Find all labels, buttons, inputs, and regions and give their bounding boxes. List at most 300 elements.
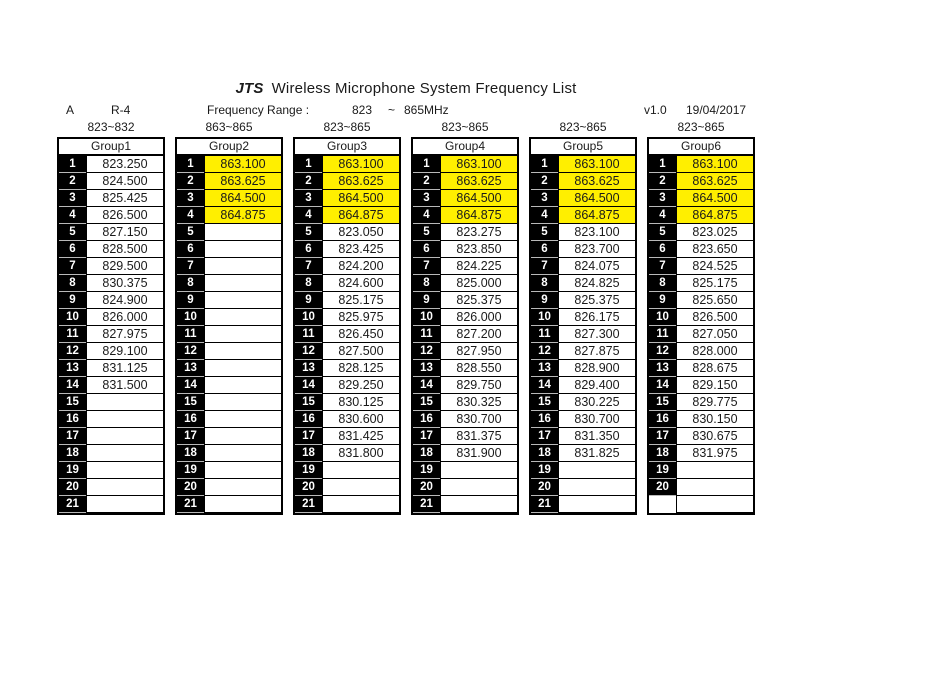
row-frequency-cell: 826.000 [440,309,517,326]
row-frequency-cell: 864.500 [322,190,399,207]
row-number-cell: 10 [649,309,676,326]
date-label: 19/04/2017 [686,103,747,117]
table-row [413,428,517,445]
group-range-label: 823~832 [87,120,135,134]
table-row [295,445,399,462]
table-row [177,411,281,428]
table-row [59,343,163,360]
table-row [59,411,163,428]
table-row [649,258,753,275]
row-number-cell: 2 [59,173,86,190]
table-row [59,326,163,343]
row-number-cell: 6 [649,241,676,258]
table-row [295,394,399,411]
row-frequency-cell: 827.050 [676,326,753,343]
row-number-cell: 21 [295,496,322,513]
table-row [59,173,163,190]
table-row [59,445,163,462]
row-number-cell: 13 [295,360,322,377]
row-number-cell: 17 [649,428,676,445]
row-frequency-cell [204,258,281,275]
table-row [649,241,753,258]
row-number-cell: 12 [295,343,322,360]
row-number-cell: 14 [295,377,322,394]
table-row [59,360,163,377]
table-row [531,207,635,224]
table-row [531,224,635,241]
table-row [177,258,281,275]
row-number-cell: 1 [531,156,558,173]
row-number-cell: 15 [649,394,676,411]
group-range-label: 823~865 [559,120,607,134]
table-row [177,462,281,479]
table-row [649,207,753,224]
row-frequency-cell: 823.425 [322,241,399,258]
table-row [413,224,517,241]
table-row [531,360,635,377]
row-number-cell: 15 [177,394,204,411]
table-row [59,462,163,479]
table-row [531,411,635,428]
row-frequency-cell: 864.875 [440,207,517,224]
row-number-cell: 4 [531,207,558,224]
row-frequency-cell [86,445,163,462]
row-number-cell: 4 [649,207,676,224]
table-row [413,496,517,513]
row-number-cell: 17 [177,428,204,445]
row-frequency-cell: 828.500 [86,241,163,258]
row-number-cell: 8 [531,275,558,292]
table-row [59,428,163,445]
row-frequency-cell: 826.450 [322,326,399,343]
row-frequency-cell: 825.375 [440,292,517,309]
row-number-cell: 18 [649,445,676,462]
row-frequency-cell: 825.975 [322,309,399,326]
row-frequency-cell: 825.175 [322,292,399,309]
table-row [413,479,517,496]
table-row [413,343,517,360]
row-number-cell: 14 [177,377,204,394]
row-number-cell: 12 [649,343,676,360]
row-frequency-cell: 824.200 [322,258,399,275]
group-column-4 [411,120,519,515]
table-row [531,445,635,462]
row-frequency-cell [676,479,753,496]
row-frequency-cell: 825.000 [440,275,517,292]
row-number-cell: 11 [531,326,558,343]
row-number-cell: 10 [295,309,322,326]
group-table [529,137,637,515]
row-frequency-cell: 825.175 [676,275,753,292]
table-row [649,377,753,394]
table-row [177,224,281,241]
row-frequency-cell: 863.100 [676,156,753,173]
row-number-cell: 17 [413,428,440,445]
table-row [649,224,753,241]
row-number-cell: 8 [649,275,676,292]
row-number-cell: 7 [177,258,204,275]
row-number-cell: 17 [59,428,86,445]
row-number-cell: 15 [295,394,322,411]
row-number-cell: 7 [295,258,322,275]
table-row [295,326,399,343]
table-row [59,309,163,326]
row-number-cell: 19 [531,462,558,479]
row-number-cell: 15 [59,394,86,411]
row-frequency-cell: 831.800 [322,445,399,462]
row-frequency-cell: 863.100 [440,156,517,173]
row-number-cell: 8 [59,275,86,292]
table-row [177,326,281,343]
row-frequency-cell: 827.200 [440,326,517,343]
row-frequency-cell [204,241,281,258]
row-frequency-cell: 864.500 [204,190,281,207]
version-label: v1.0 [644,103,667,117]
table-row [531,275,635,292]
row-number-cell: 16 [649,411,676,428]
tilde-separator: ~ [388,103,396,117]
row-number-cell: 4 [177,207,204,224]
row-number-cell: 20 [177,479,204,496]
row-frequency-cell: 829.500 [86,258,163,275]
row-frequency-cell: 827.300 [558,326,635,343]
table-row [413,445,517,462]
table-row [59,156,163,173]
table-row [59,292,163,309]
row-number-cell: 18 [59,445,86,462]
frequency-start: 823 [352,103,373,117]
row-number-cell: 21 [59,496,86,513]
table-row [531,343,635,360]
row-frequency-cell: 863.625 [440,173,517,190]
table-row [649,445,753,462]
row-number-cell: 16 [59,411,86,428]
row-number-cell: 11 [413,326,440,343]
row-frequency-cell [204,275,281,292]
row-frequency-cell: 823.700 [558,241,635,258]
row-number-cell: 19 [177,462,204,479]
row-number-cell: 12 [413,343,440,360]
brand-logo: JTS [235,80,264,97]
row-number-cell: 20 [59,479,86,496]
table-row [531,479,635,496]
table-row [531,428,635,445]
table-row [413,326,517,343]
table-row [177,173,281,190]
row-number-cell: 8 [177,275,204,292]
group-table [175,137,283,515]
table-row [177,377,281,394]
row-frequency-cell: 864.500 [558,190,635,207]
row-number-cell: 14 [531,377,558,394]
row-frequency-cell: 864.500 [440,190,517,207]
table-row [59,479,163,496]
row-number-cell: 19 [59,462,86,479]
table-row [295,190,399,207]
row-number-cell: 6 [413,241,440,258]
row-frequency-cell [204,360,281,377]
table-row [531,190,635,207]
table-row [649,173,753,190]
row-frequency-cell: 831.500 [86,377,163,394]
row-number-cell: 5 [413,224,440,241]
table-row [177,292,281,309]
table-row [59,224,163,241]
row-number-cell: 1 [649,156,676,173]
row-frequency-cell: 828.675 [676,360,753,377]
row-number-cell: 20 [295,479,322,496]
row-number-cell: 3 [649,190,676,207]
row-frequency-cell [86,411,163,428]
row-frequency-cell [86,479,163,496]
row-frequency-cell: 831.425 [322,428,399,445]
band-label: A [66,103,75,117]
table-row [649,462,753,479]
row-frequency-cell [204,462,281,479]
row-number-cell: 1 [295,156,322,173]
row-frequency-cell: 826.500 [86,207,163,224]
row-number-cell: 9 [59,292,86,309]
row-frequency-cell [86,394,163,411]
table-row [295,156,399,173]
table-row [295,241,399,258]
row-number-cell: 12 [531,343,558,360]
group-table [411,137,519,515]
row-frequency-cell [86,496,163,513]
row-number-cell: 15 [531,394,558,411]
table-row [531,309,635,326]
table-row [413,190,517,207]
row-frequency-cell: 863.100 [322,156,399,173]
group-column-3 [293,120,401,515]
row-frequency-cell: 825.425 [86,190,163,207]
table-row [177,360,281,377]
row-number-cell: 1 [59,156,86,173]
table-row [295,343,399,360]
table-row [295,496,399,513]
row-frequency-cell: 823.100 [558,224,635,241]
row-number-cell: 11 [649,326,676,343]
row-frequency-cell: 827.500 [322,343,399,360]
row-frequency-cell: 824.225 [440,258,517,275]
row-number-cell: 21 [413,496,440,513]
row-frequency-cell [204,394,281,411]
row-number-cell: 7 [413,258,440,275]
row-frequency-cell: 824.600 [322,275,399,292]
table-row [295,258,399,275]
table-row [531,292,635,309]
row-frequency-cell [204,292,281,309]
row-frequency-cell: 829.775 [676,394,753,411]
group-header: Group4 [413,139,517,156]
group-range-label: 823~865 [441,120,489,134]
table-row [177,445,281,462]
row-frequency-cell: 828.000 [676,343,753,360]
row-number-cell: 13 [531,360,558,377]
row-frequency-cell [204,411,281,428]
row-frequency-cell [322,496,399,513]
row-frequency-cell [204,309,281,326]
row-frequency-cell: 830.125 [322,394,399,411]
row-frequency-cell [204,377,281,394]
table-row [177,479,281,496]
row-number-cell: 7 [59,258,86,275]
row-frequency-cell [558,479,635,496]
table-row [295,428,399,445]
row-frequency-cell: 824.075 [558,258,635,275]
table-row [531,258,635,275]
table-row [295,411,399,428]
row-number-cell: 3 [413,190,440,207]
group-header: Group2 [177,139,281,156]
table-row [413,241,517,258]
row-number-cell: 16 [177,411,204,428]
row-frequency-cell: 826.500 [676,309,753,326]
group-column-2 [175,120,283,515]
row-frequency-cell: 831.375 [440,428,517,445]
row-number-cell: 5 [59,224,86,241]
row-frequency-cell: 826.175 [558,309,635,326]
table-row [649,292,753,309]
row-number-cell: 2 [531,173,558,190]
row-number-cell: 6 [531,241,558,258]
row-number-cell: 10 [177,309,204,326]
row-frequency-cell: 824.825 [558,275,635,292]
row-number-cell: 3 [177,190,204,207]
table-row [59,190,163,207]
table-row [649,343,753,360]
row-frequency-cell: 864.875 [558,207,635,224]
group-header: Group1 [59,139,163,156]
table-row [649,411,753,428]
groups-container [57,120,755,515]
frequency-range-label: Frequency Range : [207,103,310,117]
table-row [177,309,281,326]
model-label: R-4 [111,103,131,117]
table-row [649,275,753,292]
row-number-cell: 5 [531,224,558,241]
row-number-cell: 11 [59,326,86,343]
row-frequency-cell [322,479,399,496]
table-row [413,173,517,190]
row-frequency-cell: 823.850 [440,241,517,258]
row-number-cell: 15 [413,394,440,411]
row-number-cell: 14 [413,377,440,394]
table-row [177,207,281,224]
row-frequency-cell [86,462,163,479]
table-row [531,173,635,190]
row-frequency-cell: 829.400 [558,377,635,394]
row-frequency-cell [440,479,517,496]
row-number-cell: 20 [413,479,440,496]
table-row [649,394,753,411]
row-number-cell: 2 [177,173,204,190]
table-row [413,309,517,326]
row-number-cell: 21 [177,496,204,513]
row-frequency-cell: 864.875 [204,207,281,224]
table-row [413,394,517,411]
row-number-cell: 6 [177,241,204,258]
table-row [59,377,163,394]
row-number-cell: 6 [295,241,322,258]
row-number-cell: 18 [531,445,558,462]
row-number-cell: 19 [295,462,322,479]
row-frequency-cell [204,428,281,445]
row-number-cell: 1 [177,156,204,173]
table-row [531,241,635,258]
row-number-cell: 2 [649,173,676,190]
row-number-cell: 18 [177,445,204,462]
row-frequency-cell: 829.150 [676,377,753,394]
row-frequency-cell: 829.750 [440,377,517,394]
table-row [649,156,753,173]
row-frequency-cell: 863.625 [322,173,399,190]
row-frequency-cell: 828.900 [558,360,635,377]
row-number-cell: 6 [59,241,86,258]
row-number-cell: 19 [413,462,440,479]
row-frequency-cell: 825.650 [676,292,753,309]
row-frequency-cell: 823.250 [86,156,163,173]
row-frequency-cell: 827.150 [86,224,163,241]
table-row [649,496,753,513]
row-frequency-cell [204,496,281,513]
table-row [295,462,399,479]
row-frequency-cell: 831.975 [676,445,753,462]
row-number-cell: 4 [295,207,322,224]
table-row [295,173,399,190]
table-row [649,428,753,445]
table-row [649,360,753,377]
group-column-5 [529,120,637,515]
page-title [0,80,812,97]
row-frequency-cell: 831.125 [86,360,163,377]
row-number-cell: 9 [649,292,676,309]
table-row [295,377,399,394]
row-frequency-cell: 863.625 [676,173,753,190]
row-number-cell: 10 [59,309,86,326]
row-number-cell: 5 [295,224,322,241]
row-number-cell [649,496,676,513]
row-frequency-cell: 830.150 [676,411,753,428]
row-number-cell: 4 [413,207,440,224]
row-frequency-cell: 827.875 [558,343,635,360]
row-frequency-cell: 823.025 [676,224,753,241]
row-frequency-cell [204,224,281,241]
group-header: Group5 [531,139,635,156]
row-frequency-cell [204,445,281,462]
row-frequency-cell [558,462,635,479]
frequency-end: 865MHz [404,103,449,117]
table-row [531,326,635,343]
row-frequency-cell: 823.650 [676,241,753,258]
group-range-label: 823~865 [677,120,725,134]
row-frequency-cell [440,496,517,513]
row-number-cell: 9 [177,292,204,309]
row-frequency-cell: 829.250 [322,377,399,394]
row-number-cell: 2 [413,173,440,190]
table-row [649,190,753,207]
row-frequency-cell: 831.900 [440,445,517,462]
row-number-cell: 18 [295,445,322,462]
row-frequency-cell [204,479,281,496]
row-frequency-cell: 863.625 [558,173,635,190]
row-frequency-cell: 824.500 [86,173,163,190]
row-frequency-cell: 830.225 [558,394,635,411]
group-table [57,137,165,515]
row-frequency-cell: 824.900 [86,292,163,309]
row-number-cell: 14 [649,377,676,394]
table-row [413,258,517,275]
